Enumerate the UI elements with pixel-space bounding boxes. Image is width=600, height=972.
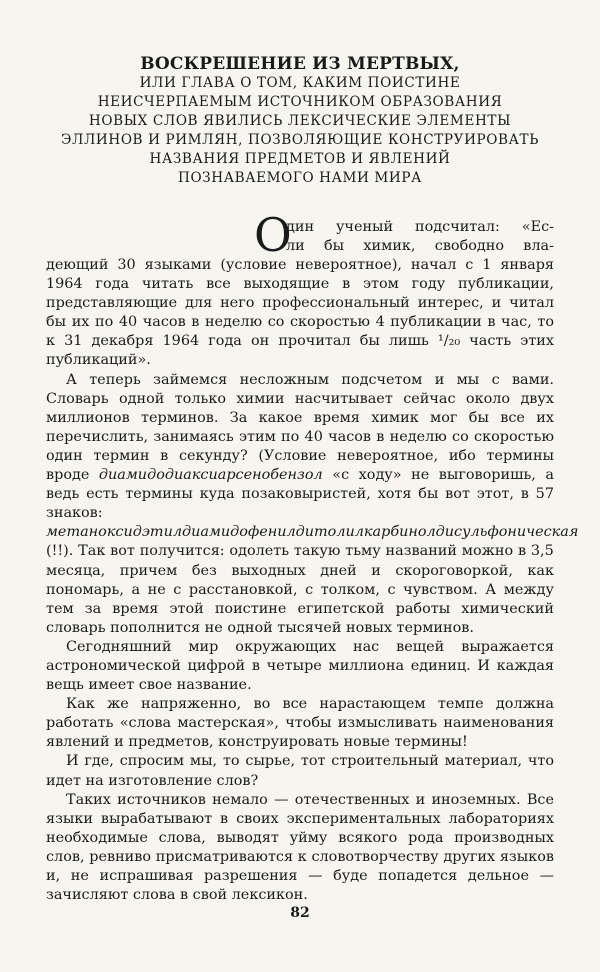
- chapter-subtitle: [46, 74, 554, 188]
- paragraph-2-text-b: «с ходу» не выговоришь, а ведь есть термины куда позаковыристей, хотя бы вот этот, в 57 знаков:: [46, 467, 555, 522]
- term-metanoxid: метаноксидэтилдиамидофенилдитолилкарбинолдисульфоническая: [46, 524, 579, 541]
- subtitle-line: ПОЗНАВАЕМОГО НАМИ МИРА: [177, 170, 422, 186]
- chapter-heading: [46, 54, 554, 188]
- paragraph-1-rest: деющий 30 языками (условие невероятное), начал с 1 января 1964 года читать все выходящие в этом году публикации, представляющие для него профессиональный интерес, и читал бы их по 40 часов в неделю со скоростью 4 публикации в час, то к 31 декабря 1964 года он прочитал бы лишь ¹/₂₀ часть этих публикаций».: [46, 257, 554, 369]
- paragraph-4: Как же напряженно, во все нарастающем темпе должна работать «слова мастерская», чтобы измысливать наименования явлений и предметов, конструировать новые термины!: [46, 696, 554, 751]
- body-text: [46, 208, 579, 905]
- paragraph-2-text-a: А теперь займемся несложным подсчетом и мы с вами. Словарь одной только химии насчитывает сейчас около двух миллионов терминов. За какое время химик мог бы все их перечислить, занимаясь этим по 40 часов в неделю со скоростью один термин в секунду? (Условие невероятное, ибо термины вроде: [46, 371, 554, 484]
- page: [46, 54, 579, 905]
- subtitle-line: НАЗВАНИЯ ПРЕДМЕТОВ И ЯВЛЕНИЙ: [149, 151, 451, 167]
- subtitle-line: НОВЫХ СЛОВ ЯВИЛИСЬ ЛЕКСИЧЕСКИЕ ЭЛЕМЕНТЫ: [88, 113, 512, 129]
- subtitle-line: НЕИСЧЕРПАЕМЫМ ИСТОЧНИКОМ ОБРАЗОВАНИЯ: [97, 94, 503, 110]
- first-paragraph-opening: [46, 208, 554, 262]
- opening-line-1: дин ученый подсчитал: «Ес-: [286, 219, 554, 235]
- page-number: 82: [290, 905, 310, 921]
- subtitle-line: ЭЛЛИНОВ И РИМЛЯН, ПОЗВОЛЯЮЩИЕ КОНСТРУИРОВАТЬ: [61, 132, 539, 148]
- paragraph-5: И где, спросим мы, то сырье, тот строительный материал, что идет на изготовление слов?: [46, 753, 554, 789]
- opening-line-2: ли бы химик, свободно вла-: [286, 238, 554, 254]
- drop-cap: О: [254, 208, 292, 262]
- subtitle-line: ИЛИ ГЛАВА О ТОМ, КАКИМ ПОИСТИНЕ: [139, 75, 461, 91]
- term-diamido: диамидодиаксиарсенобензол: [98, 467, 323, 484]
- paragraph-3: Сегодняшний мир окружающих нас вещей выражается астрономической цифрой в четыре миллиона единиц. И каждая вещь имеет свое название.: [46, 638, 554, 694]
- paragraph-2: [46, 371, 579, 638]
- paragraph-6: Таких источников немало — отечественных и иноземных. Все языки вырабатывают в своих экспериментальных лабораториях необходимые слова, выводят уйму всякого рода производных слов, ревниво присматриваются к словотворчеству других языков и, не испрашивая разрешения — буде попадется дельное — зачисляют слова в свой лексикон.: [46, 791, 554, 904]
- paragraph-2-text-c: (!!). Так вот получится: одолеть такую тьму названий можно в 3,5 месяца, причем без выходных дней и скороговоркой, как пономарь, а не с расстановкой, с толком, с чувством. А между тем за время этой поистине египетской работы химический словарь пополнится не одной тысячей новых терминов.: [46, 543, 554, 636]
- chapter-title: ВОСКРЕШЕНИЕ ИЗ МЕРТВЫХ,: [140, 54, 460, 74]
